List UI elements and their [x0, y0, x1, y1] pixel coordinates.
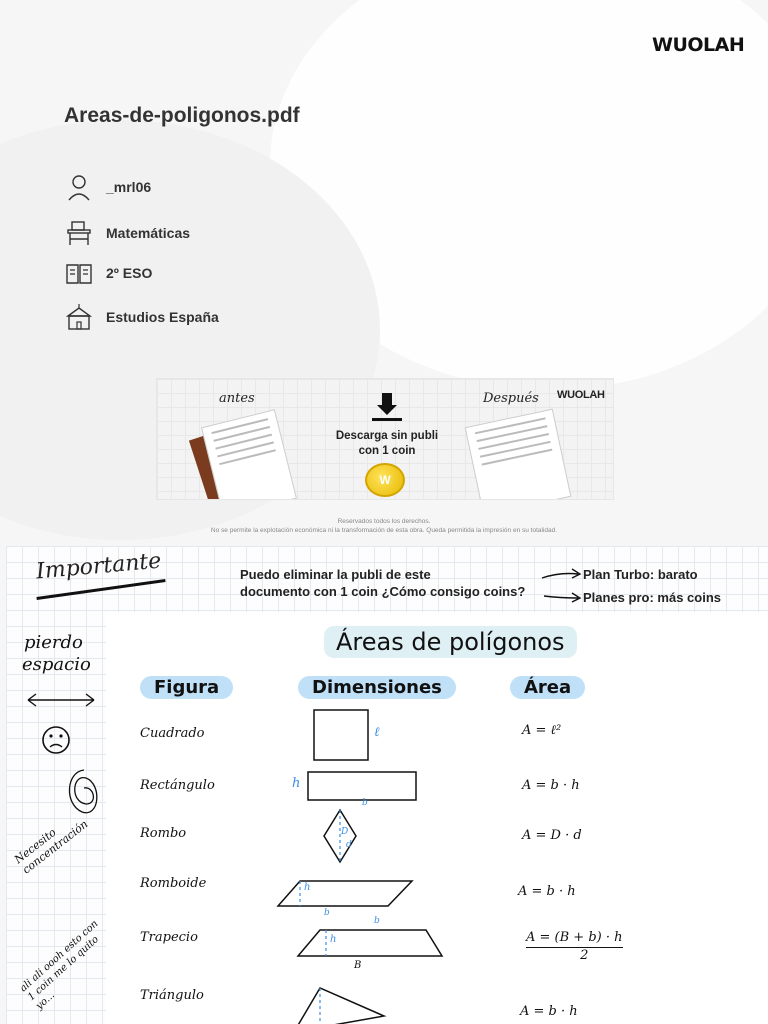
arrow-icons: [540, 566, 584, 606]
side-note-pierdo: pierdo: [24, 632, 83, 653]
user-icon: [64, 172, 94, 202]
formula-triangulo: A = b · h: [520, 1004, 578, 1019]
planes-pro-link[interactable]: Planes pro: más coins: [583, 590, 721, 605]
triangle-shape: [294, 988, 384, 1024]
trapezoid-shape: [298, 930, 442, 956]
meta-subject-label: Matemáticas: [106, 225, 191, 241]
shape-drawings: [106, 612, 768, 1024]
formula-rombo: A = D · d: [522, 828, 582, 843]
label-h: h: [330, 934, 337, 945]
label-b: b: [374, 916, 380, 926]
formula-rectangulo: A = b · h: [522, 778, 580, 793]
coin-icon: W: [365, 463, 405, 497]
meta-course[interactable]: [64, 258, 152, 288]
side-note-necesito: Necesito concentración: [12, 817, 91, 877]
meta-user[interactable]: [64, 172, 151, 202]
content-title: Áreas de polígonos: [324, 626, 577, 658]
importante-heading: Importante: [35, 548, 163, 585]
header-figura: Figura: [140, 676, 233, 699]
document-page: [6, 546, 768, 1024]
header-dimensiones: Dimensiones: [298, 676, 456, 699]
meta-location[interactable]: [64, 302, 219, 332]
formula-trapecio: A = (B + b) · h 2: [526, 930, 623, 963]
desk-icon: [64, 218, 94, 248]
banner-before-label: antes: [219, 391, 255, 406]
figure-rectangulo: Rectángulo: [140, 778, 215, 793]
paper-after: [465, 409, 572, 500]
paper-before: [201, 409, 297, 500]
label-l: ℓ: [374, 725, 380, 740]
figure-rombo: Rombo: [140, 826, 187, 841]
meta-course-label: 2º ESO: [106, 265, 153, 281]
rights-notice: Reservados todos los derechos. No se permite la explotación económica ni la transformación de esta obra. Queda permitida la impresión en su totalidad.: [210, 518, 558, 534]
document-title: Areas-de-poligonos.pdf: [64, 104, 300, 127]
label-D: D: [341, 827, 349, 837]
banner-logo: WUOLAH: [557, 389, 605, 401]
areas-content: [106, 612, 768, 1024]
banner-after-label: Después: [483, 391, 539, 406]
figure-triangulo: Triángulo: [140, 988, 204, 1003]
label-d: d: [346, 840, 352, 850]
label-h: h: [304, 882, 311, 893]
school-icon: [64, 302, 94, 332]
square-shape: [314, 710, 368, 760]
book-icon: [64, 258, 94, 288]
label-b: b: [324, 908, 330, 918]
figure-trapecio: Trapecio: [140, 930, 198, 945]
meta-subject[interactable]: [64, 218, 190, 248]
header-area: Área: [510, 676, 585, 699]
rectangle-shape: [308, 772, 416, 800]
formula-romboide: A = b · h: [518, 884, 576, 899]
label-h: h: [292, 776, 301, 791]
label-B: B: [354, 960, 362, 971]
meta-location-label: Estudios España: [106, 309, 219, 325]
meta-user-label: _mrl06: [106, 179, 152, 195]
wuolah-logo[interactable]: WUOLAH: [652, 34, 745, 56]
figure-romboide: Romboide: [140, 876, 207, 891]
figure-cuadrado: Cuadrado: [140, 726, 205, 741]
download-banner[interactable]: [156, 378, 614, 500]
coin-question: Puedo eliminar la publi de este documento con 1 coin ¿Cómo consigo coins?: [240, 567, 526, 599]
side-note-espacio: espacio: [22, 654, 91, 675]
banner-text: Descarga sin publi con 1 coin: [335, 430, 439, 457]
plan-turbo-link[interactable]: Plan Turbo: barato: [583, 567, 698, 582]
download-arrow-icon: [372, 391, 402, 421]
parallelogram-shape: [278, 881, 412, 906]
label-b: b: [362, 798, 368, 808]
side-note-ali: ali ali oooh esto con 1 coin me lo quito yo...: [18, 918, 102, 1013]
formula-cuadrado: A = ℓ²: [522, 723, 562, 738]
